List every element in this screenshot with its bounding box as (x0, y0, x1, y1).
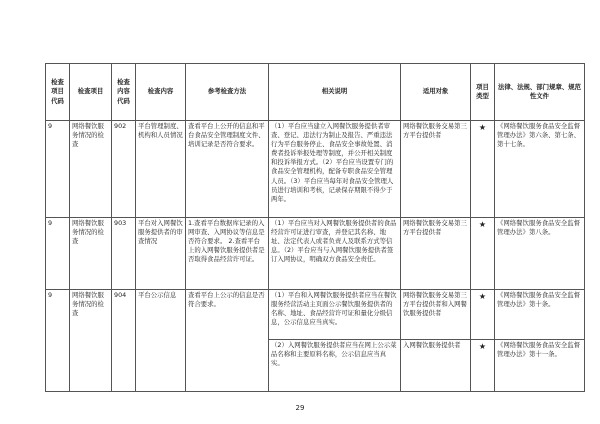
table-row (46, 218, 585, 290)
header-code: 检查项目代码 (46, 64, 70, 121)
header-law: 法律、法规、部门规章、规范性文件 (495, 64, 585, 121)
cell-item: 网络餐饮服务情况的检查 (70, 290, 112, 392)
cell-content: 平台对入网餐饮服务提供者的审查情况 (136, 218, 186, 290)
cell-law: 《网络餐饮服务食品安全监督管理办法》第十条。 (495, 290, 585, 340)
table-row (46, 121, 585, 218)
cell-type: ★ (471, 121, 495, 218)
header-row (46, 64, 585, 121)
cell-notes: （1）平台应当对入网餐饮服务提供者的食品经营许可证进行审查，并登记其名称、地址、法定代表人或者负责人及联系方式等信息。（2）平台应当与入网餐饮服务提供者签订入网协议，明确双方食品安全责任。 (269, 218, 401, 290)
header-content: 检查内容 (136, 64, 186, 121)
cell-target: 网络餐饮服务交易第三方平台提供者 (401, 121, 471, 218)
cell-content-code: 903 (112, 218, 136, 290)
table-row (46, 290, 585, 340)
cell-method: 1.查看平台数据库记录的入网审查、入网协议等信息是否符合要求。 2.查看平台上的入网餐饮服务提供者是否取得食品经营许可证。 (186, 218, 269, 290)
cell-method: 查看平台上公示的信息是否符合要求。 (186, 290, 269, 392)
cell-content: 平台管理制度、机构和人员情况 (136, 121, 186, 218)
header-target: 适用对象 (401, 64, 471, 121)
cell-notes: （2）入网餐饮服务提供者应当在网上公示菜品名称和主要原料名称，公示信息应当真实。 (269, 340, 401, 392)
cell-law: 《网络餐饮服务食品安全监督管理办法》第十一条。 (495, 340, 585, 392)
cell-law: 《网络餐饮服务食品安全监督管理办法》第八条。 (495, 218, 585, 290)
cell-content-code: 902 (112, 121, 136, 218)
inspection-table (45, 63, 585, 392)
cell-code: 9 (46, 218, 70, 290)
cell-law: 《网络餐饮服务食品安全监督管理办法》第六条、第七条、第十七条。 (495, 121, 585, 218)
cell-type: ★ (471, 218, 495, 290)
header-notes: 相关说明 (269, 64, 401, 121)
cell-content-code: 904 (112, 290, 136, 392)
cell-content: 平台公示信息 (136, 290, 186, 392)
header-type: 项目类型 (471, 64, 495, 121)
cell-notes: （1）平台和入网餐饮服务提供者应当在餐饮服务经营活动主页面公示餐饮服务提供者的名称、地址、食品经营许可证和量化分级信息，公示信息应当真实。 (269, 290, 401, 340)
cell-target: 入网餐饮服务提供者 (401, 340, 471, 392)
cell-target: 网络餐饮服务交易第三方平台提供者 (401, 218, 471, 290)
cell-item: 网络餐饮服务情况的检查 (70, 121, 112, 218)
cell-type: ★ (471, 290, 495, 340)
header-item: 检查项目 (70, 64, 112, 121)
header-content-code: 检查内容代码 (112, 64, 136, 121)
cell-type: ★ (471, 340, 495, 392)
cell-target: 网络餐饮服务交易第三方平台提供者和入网餐饮服务提供者 (401, 290, 471, 340)
cell-code: 9 (46, 121, 70, 218)
cell-item: 网络餐饮服务情况的检查 (70, 218, 112, 290)
cell-notes: （1）平台应当建立入网餐饮服务提供者审查、登记、违法行为制止及报告、严重违法行为平台服务停止、食品安全事故处置、消费者投诉举报处理等制度，并公开相关制度和投诉举报方式。（2）平台应当设置专门的食品安全管理机构，配备专职食品安全管理人员。（3）平台应当每年对食品安全管理人员进行培训和考核，记录保存期限不得少于两年。 (269, 121, 401, 218)
header-method: 参考检查方法 (186, 64, 269, 121)
cell-code: 9 (46, 290, 70, 392)
cell-method: 查看平台上公开的信息和平台食品安全管理制度文件、培训记录是否符合要求。 (186, 121, 269, 218)
page-number: 29 (295, 404, 305, 412)
